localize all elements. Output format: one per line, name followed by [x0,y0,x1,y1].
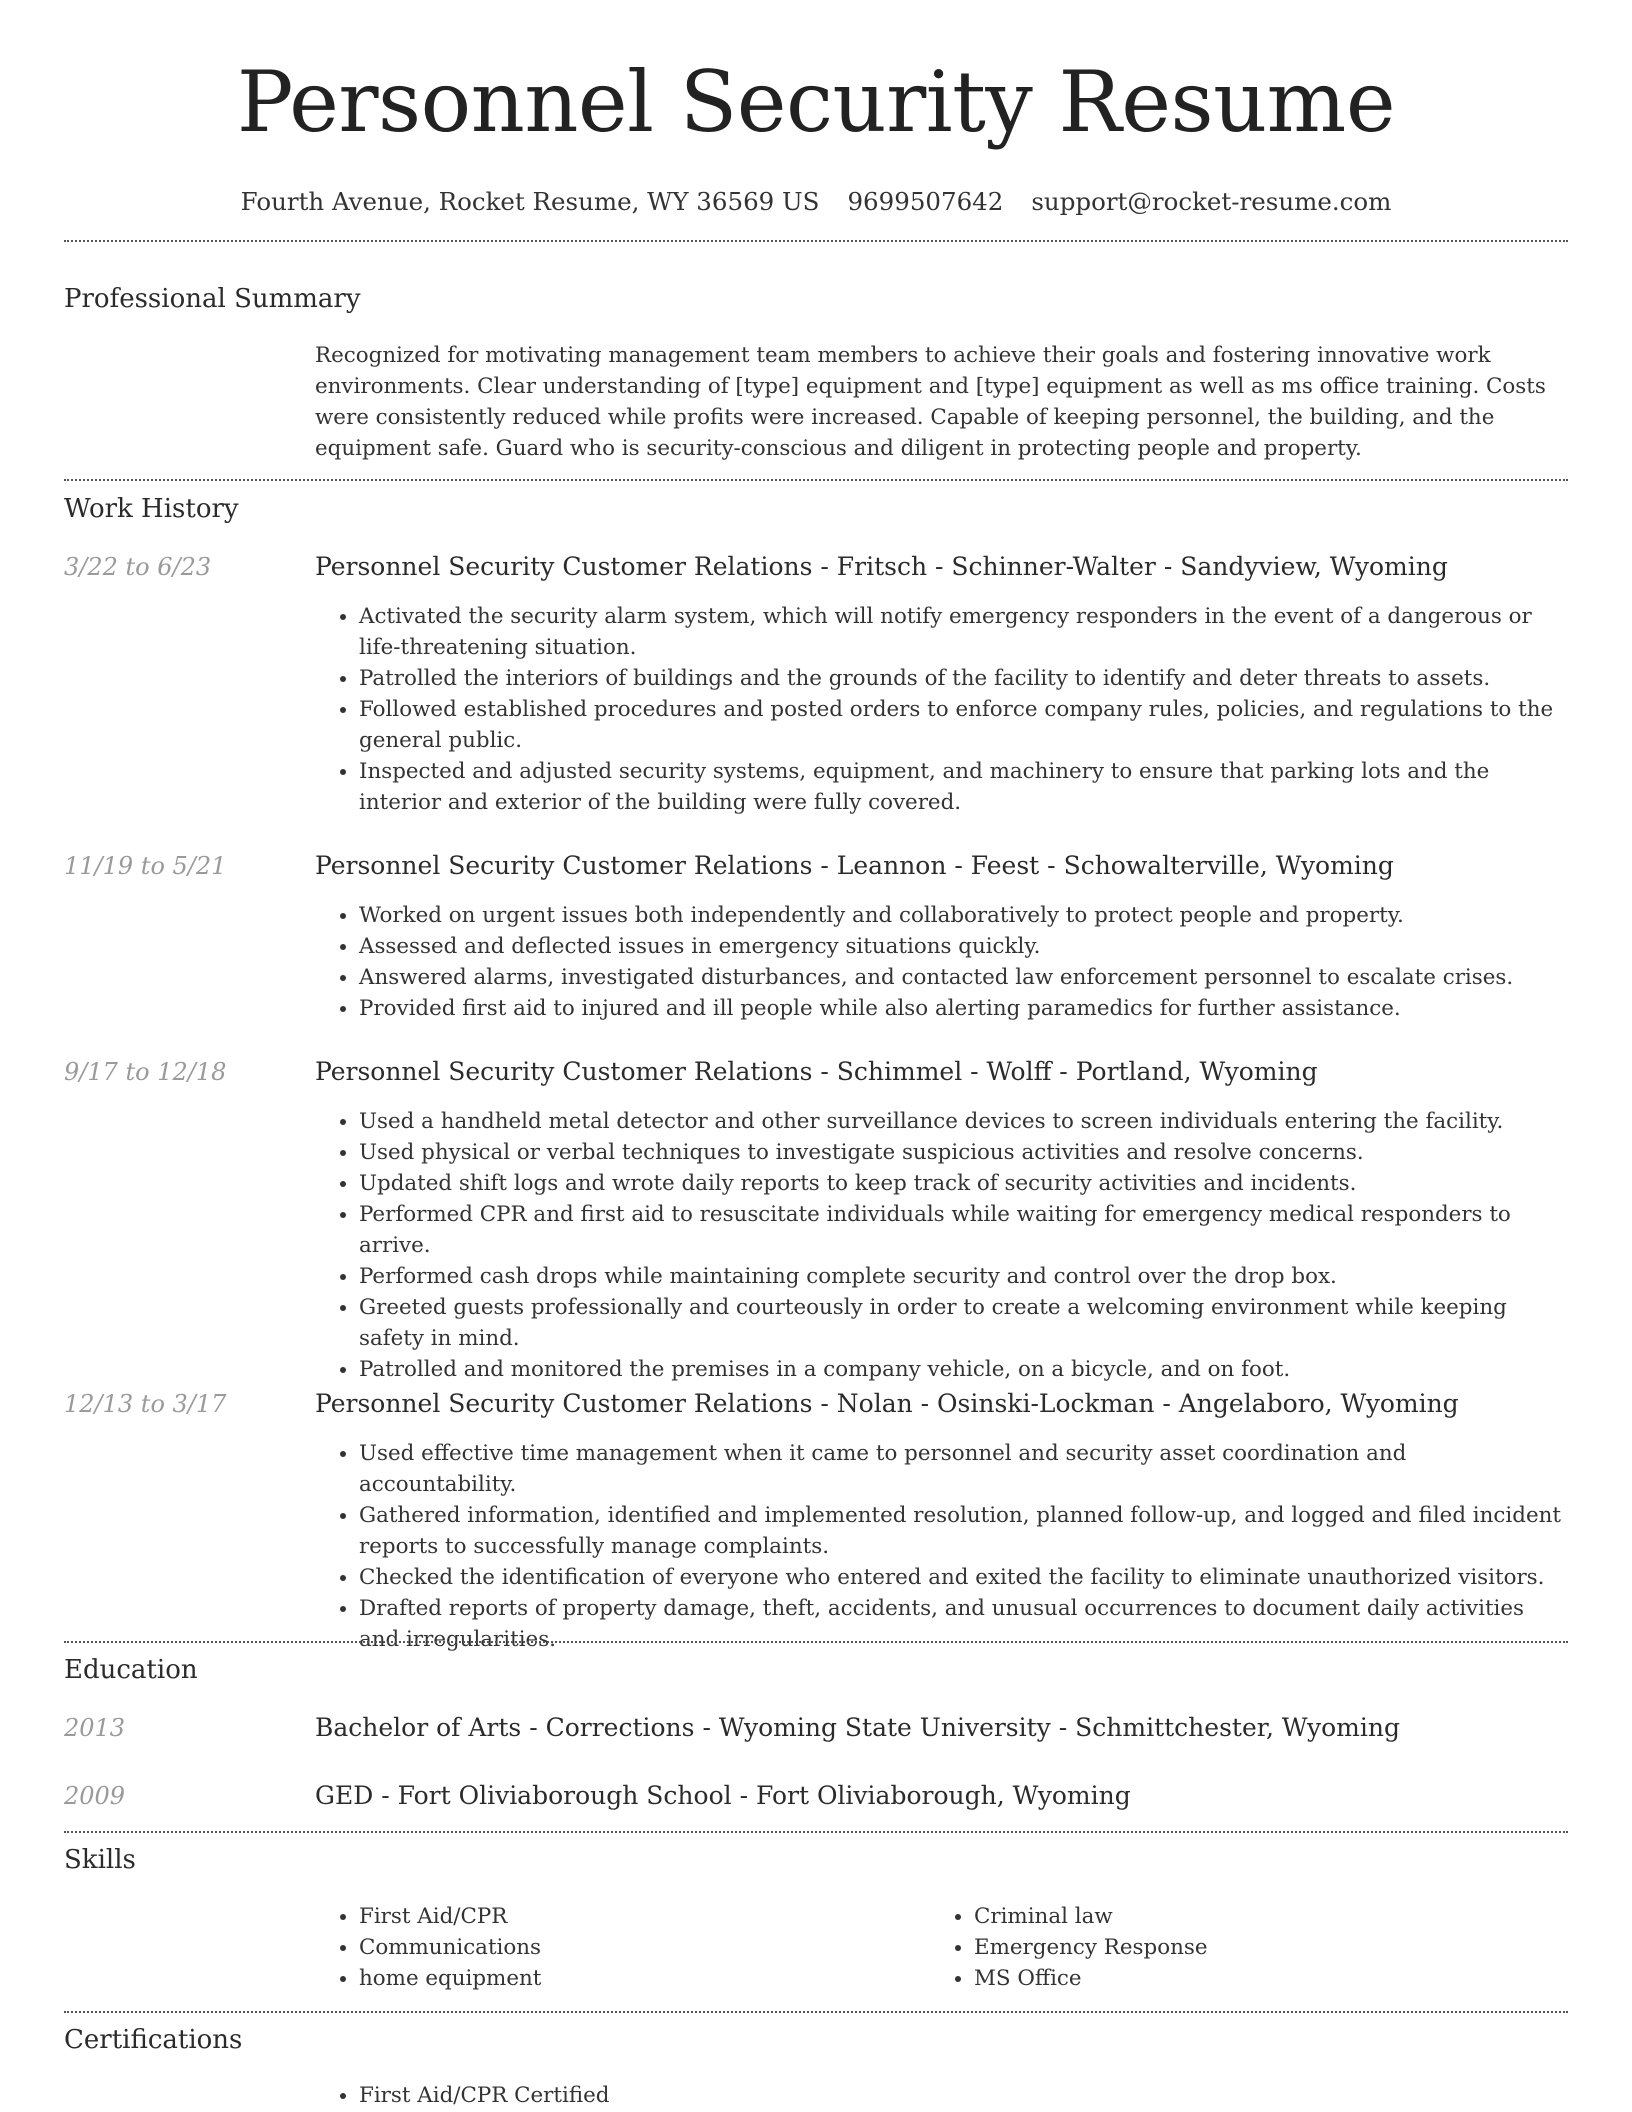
job-bullets [315,1106,1570,1385]
education-heading-item: Bachelor of Arts - Corrections - Wyoming State University - Schmittchester, Wyoming [315,1713,1400,1742]
divider [64,1831,1568,1833]
list-item: • Greeted guests professionally and courteously in order to create a welcoming environment while keeping safety in mind. [359,1292,1570,1354]
list-item: • Patrolled the interiors of buildings and the grounds of the facility to identify and deter threats to assets. [359,663,1570,694]
list-item: • First Aid/CPR Certified [359,2080,1570,2111]
list-item: • Criminal law [974,1901,1490,1932]
list-item: • Communications [359,1932,875,1963]
job-dates: 9/17 to 12/18 [64,1058,227,1086]
education-heading-item: GED - Fort Oliviaborough School - Fort Oliviaborough, Wyoming [315,1781,1131,1810]
job-dates: 11/19 to 5/21 [64,852,227,880]
list-item: • Updated shift logs and wrote daily reports to keep track of security activities and incidents. [359,1168,1570,1199]
summary-heading: Professional Summary [64,284,361,314]
divider [64,479,1568,481]
list-item: • Used effective time management when it came to personnel and security asset coordination and accountability. [359,1438,1570,1500]
contact-line [0,186,1632,218]
job-heading: Personnel Security Customer Relations - Fritsch - Schinner-Walter - Sandyview, Wyoming [315,552,1448,581]
list-item: • Assessed and deflected issues in emergency situations quickly. [359,931,1570,962]
contact-email: support@rocket-resume.com [1031,187,1392,216]
list-item: • Emergency Response [974,1932,1490,1963]
resume-title: Personnel Security Resume [236,53,1396,151]
list-item: • Inspected and adjusted security systems, equipment, and machinery to ensure that parking lots and the interior and exterior of the building were fully covered. [359,756,1570,818]
certifications-list [315,2080,1570,2111]
list-item: • Performed cash drops while maintaining complete security and control over the drop box. [359,1261,1570,1292]
job-bullets [315,900,1570,1024]
summary-text: Recognized for motivating management team members to achieve their goals and fostering innovative work environments. Clear understanding of [type] equipment and [type] equipment as well as ms office training. Costs were consistently reduced while profits were increased. Capable of keeping personnel, the building, and the equipment safe. Guard who is security-conscious and diligent in protecting people and property. [315,343,1546,461]
job-heading: Personnel Security Customer Relations - Nolan - Osinski-Lockman - Angelaboro, Wyoming [315,1389,1459,1418]
list-item: • Followed established procedures and posted orders to enforce company rules, policies, and regulations to the general public. [359,694,1570,756]
list-item: • Activated the security alarm system, which will notify emergency responders in the event of a dangerous or life-threatening situation. [359,601,1570,663]
list-item: • Used physical or verbal techniques to investigate suspicious activities and resolve concerns. [359,1137,1570,1168]
job-heading: Personnel Security Customer Relations - Schimmel - Wolff - Portland, Wyoming [315,1057,1318,1086]
skills-right-list [930,1901,1490,1994]
list-item: • Performed CPR and first aid to resuscitate individuals while waiting for emergency medical responders to arrive. [359,1199,1570,1261]
skills-heading: Skills [64,1845,136,1875]
divider [64,2011,1568,2013]
divider [64,1641,1568,1643]
list-item: • home equipment [359,1963,875,1994]
education-year: 2009 [64,1782,126,1810]
education-year: 2013 [64,1714,126,1742]
list-item: • Used a handheld metal detector and other surveillance devices to screen individuals entering the facility. [359,1106,1570,1137]
contact-phone: 9699507642 [847,187,1004,216]
work-history-heading: Work History [64,494,239,524]
certifications-heading: Certifications [64,2025,243,2055]
skills-left-list [315,1901,875,1994]
list-item: • Worked on urgent issues both independently and collaboratively to protect people and property. [359,900,1570,931]
list-item: • Gathered information, identified and implemented resolution, planned follow-up, and logged and filed incident reports to successfully manage complaints. [359,1500,1570,1562]
job-bullets [315,1438,1570,1655]
education-heading: Education [64,1655,198,1685]
job-heading: Personnel Security Customer Relations - Leannon - Feest - Schowalterville, Wyoming [315,851,1394,880]
job-dates: 12/13 to 3/17 [64,1390,227,1418]
divider [64,240,1568,242]
list-item: • MS Office [974,1963,1490,1994]
contact-address: Fourth Avenue, Rocket Resume, WY 36569 US [240,187,820,216]
job-bullets [315,601,1570,818]
list-item: • Answered alarms, investigated disturbances, and contacted law enforcement personnel to escalate crises. [359,962,1570,993]
list-item: • First Aid/CPR [359,1901,875,1932]
list-item: • Provided first aid to injured and ill people while also alerting paramedics for further assistance. [359,993,1570,1024]
list-item: • Drafted reports of property damage, theft, accidents, and unusual occurrences to document daily activities and irregularities. [359,1593,1570,1655]
list-item: • Checked the identification of everyone who entered and exited the facility to eliminate unauthorized visitors. [359,1562,1570,1593]
list-item: • Patrolled and monitored the premises in a company vehicle, on a bicycle, and on foot. [359,1354,1570,1385]
job-dates: 3/22 to 6/23 [64,553,212,581]
